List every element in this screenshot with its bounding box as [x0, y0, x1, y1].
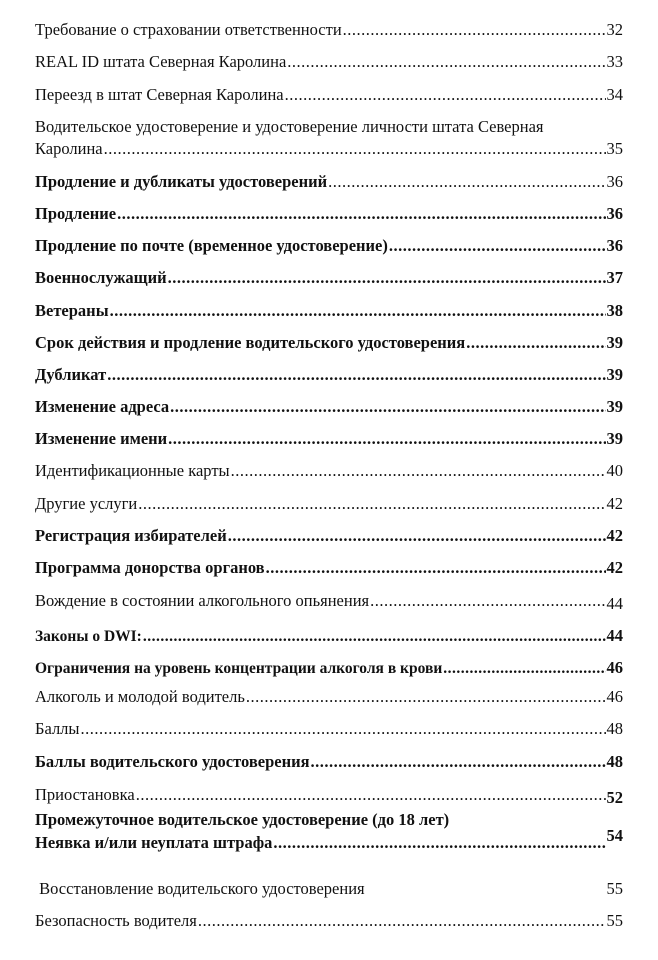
toc-page: 48 — [606, 752, 623, 771]
dot-leader — [110, 300, 606, 322]
dot-leader — [228, 525, 606, 547]
dot-leader — [311, 751, 606, 773]
toc-entry[interactable] — [35, 910, 623, 932]
dot-leader — [81, 718, 606, 740]
toc-page: 54 — [606, 826, 623, 845]
toc-entry[interactable] — [35, 590, 623, 612]
toc-page: 35 — [606, 139, 623, 158]
dot-leader — [273, 832, 605, 854]
toc-entry[interactable] — [35, 826, 623, 854]
toc-title: Изменение имени — [35, 429, 168, 448]
toc-page: 32 — [606, 20, 623, 39]
toc-title: Вождение в состоянии алкогольного опьянения — [35, 591, 370, 610]
toc-title: Изменение адреса — [35, 397, 170, 416]
toc-entry[interactable] — [35, 557, 623, 579]
toc-title: Приостановка — [35, 785, 135, 804]
toc-title: Ограничения на уровень концентрации алкоголя в крови — [35, 660, 443, 677]
toc-title: Требование о страховании ответственности — [35, 20, 342, 39]
dot-leader — [107, 364, 605, 386]
toc-title: Ветераны — [35, 301, 109, 320]
toc-entry[interactable] — [35, 718, 623, 740]
dot-leader — [343, 19, 606, 41]
dot-leader — [231, 460, 606, 482]
toc-page: 44 — [606, 626, 623, 645]
toc-page: 36 — [606, 236, 623, 255]
toc-entry[interactable] — [35, 84, 623, 106]
dot-leader — [104, 138, 606, 160]
toc-title: Алкоголь и молодой водитель — [35, 687, 245, 706]
toc-page: 39 — [606, 429, 623, 448]
toc-entry[interactable] — [35, 203, 623, 225]
toc-page: 38 — [606, 301, 623, 320]
toc-entry[interactable] — [35, 686, 623, 708]
dot-leader — [170, 396, 605, 418]
toc-page: 39 — [606, 365, 623, 384]
dot-leader — [266, 557, 606, 579]
toc-entry[interactable] — [35, 784, 623, 806]
toc-title: Срок действия и продление водительского удостоверения — [35, 333, 466, 352]
toc-title: Другие услуги — [35, 494, 138, 513]
dot-leader — [370, 590, 605, 612]
toc-title-line1: Промежуточное водительское удостоверение (до 18 лет) — [35, 810, 450, 829]
dot-leader — [136, 784, 606, 806]
toc-page: 33 — [606, 52, 623, 71]
toc-page: 42 — [606, 494, 623, 513]
toc-title: Баллы — [35, 719, 80, 738]
toc-page: 40 — [606, 461, 623, 480]
toc-page: 39 — [606, 397, 623, 416]
toc-title-line1: Водительское удостоверение и удостоверение личности штата Северная — [35, 117, 544, 136]
dot-leader — [168, 428, 605, 450]
toc-page: 34 — [606, 85, 623, 104]
toc-entry[interactable] — [35, 332, 623, 354]
dot-leader — [198, 910, 606, 932]
toc-title: Продление — [35, 204, 117, 223]
toc-title: Восстановление водительского удостоверения — [35, 879, 365, 898]
dot-leader — [466, 332, 605, 354]
toc-page: 52 — [606, 788, 623, 807]
toc-entry[interactable] — [35, 525, 623, 547]
toc-page: 44 — [606, 594, 623, 613]
toc-title: Военнослужащий — [35, 268, 167, 287]
toc-entry[interactable] — [35, 235, 623, 257]
dot-leader — [443, 658, 605, 680]
toc-title: Баллы водительского удостоверения — [35, 752, 310, 771]
toc-page: 42 — [606, 558, 623, 577]
toc-entry[interactable] — [35, 751, 623, 773]
toc-title: Переезд в штат Северная Каролина — [35, 85, 284, 104]
dot-leader — [138, 493, 605, 515]
toc-page: 39 — [606, 333, 623, 352]
toc-entry[interactable] — [35, 267, 623, 289]
dot-leader — [287, 51, 605, 73]
toc-title: Продление по почте (временное удостоверение) — [35, 236, 388, 255]
toc-entry[interactable] — [35, 460, 623, 482]
toc-page: 46 — [606, 658, 623, 677]
toc-entry[interactable] — [35, 300, 623, 322]
toc-title: REAL ID штата Северная Каролина — [35, 52, 287, 71]
toc-page: 42 — [606, 526, 623, 545]
toc-page: 36 — [606, 204, 623, 223]
toc-title: Неявка и/или неуплата штрафа — [35, 833, 273, 852]
toc-entry[interactable] — [35, 51, 623, 73]
toc-entry[interactable] — [35, 171, 623, 193]
dot-leader — [328, 171, 605, 193]
toc-entry[interactable] — [35, 19, 623, 41]
toc-entry[interactable] — [35, 138, 623, 160]
dot-leader — [285, 84, 606, 106]
toc-page: 55 — [606, 911, 623, 930]
toc-entry[interactable] — [35, 396, 623, 418]
toc-title: Регистрация избирателей — [35, 526, 227, 545]
toc-entry[interactable] — [35, 625, 623, 647]
toc-page: 55 — [606, 879, 623, 898]
toc-page: 48 — [606, 719, 623, 738]
toc-entry[interactable] — [35, 493, 623, 515]
dot-leader — [117, 203, 605, 225]
toc-title: Дубликат — [35, 365, 107, 384]
toc-title: Каролина — [35, 139, 103, 158]
toc-page: 37 — [606, 268, 623, 287]
toc-entry[interactable] — [35, 657, 623, 679]
toc-title: Идентификационные карты — [35, 461, 230, 480]
toc-page: 46 — [606, 687, 623, 706]
toc-entry[interactable] — [35, 428, 623, 450]
toc-title: Продление и дубликаты удостоверений — [35, 172, 328, 191]
toc-entry[interactable] — [35, 364, 623, 386]
toc-title: Программа донорства органов — [35, 558, 265, 577]
dot-leader — [168, 267, 606, 289]
dot-leader — [246, 686, 606, 708]
toc-page: 36 — [606, 172, 623, 191]
toc-entry[interactable] — [35, 878, 623, 900]
toc-title: Законы о DWI: — [35, 628, 142, 645]
dot-leader — [143, 626, 606, 648]
dot-leader — [389, 235, 606, 257]
toc-title: Безопасность водителя — [35, 911, 197, 930]
